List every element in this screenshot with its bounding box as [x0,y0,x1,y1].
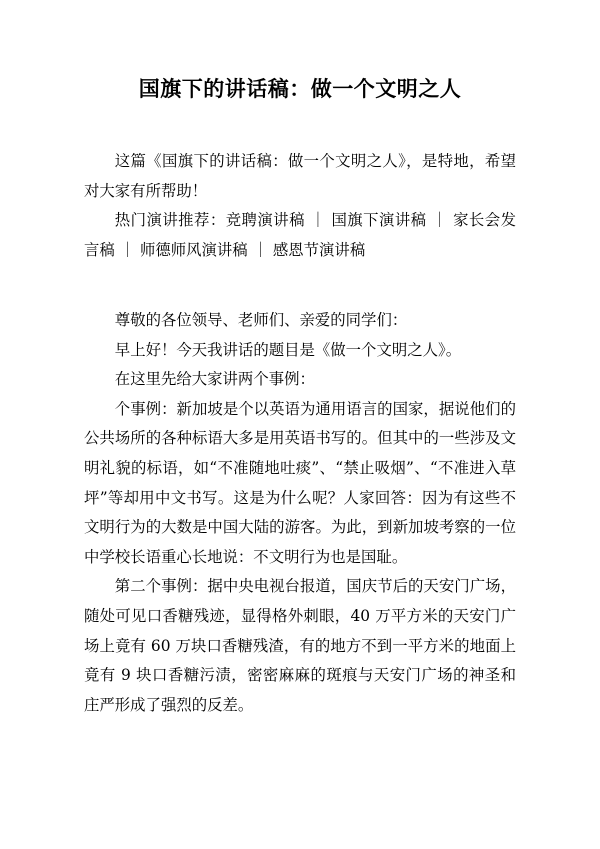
page-title: 国旗下的讲话稿：做一个文明之人 [138,77,462,101]
intro-paragraph: 这篇《国旗下的讲话稿：做一个文明之人》，是特地，希望对大家有所帮助！ [84,152,516,200]
speech-paragraph: 个事例：新加坡是个以英语为通用语言的国家，据说他们的公共场所的各种标语大多是用英语书写的。但其中的一些涉及文明礼貌的标语，如“不准随地吐痰”、“禁止吸烟”、“不准进入草坪”等却用中文书写。这是为什么呢？人家回答：因为有这些不文明行为的大数是中国大陆的游客。为此，到新加坡考察的一位中学校长语重心长地说：不文明行为也是国耻。 [84,399,516,566]
speech-paragraph: 早上好！今天我讲话的题目是《做一个文明之人》。 [114,340,462,359]
speech-body [84,306,516,720]
recommended-speeches: 热门演讲推荐：竞聘演讲稿 ｜ 国旗下演讲稿 ｜ 家长会发言稿 ｜ 师德师风演讲稿 ｜ 感恩节演讲稿 [84,211,516,259]
speech-paragraph: 第二个事例：据中央电视台报道，国庆节后的天安门广场，随处可见口香糖残迹，显得格外刺眼，40 万平方米的天安门广场上竟有 60 万块口香糖残渣，有的地方不到一平方米的地面上竟有 9 块口香糖污渍，密密麻麻的斑痕与天安门广场的神圣和庄严形成了强烈的反差。 [84,577,516,714]
intro-section [84,147,516,265]
speech-greeting: 尊敬的各位领导、老师们、亲爱的同学们： [114,311,408,329]
speech-paragraph: 在这里先给大家讲两个事例： [114,370,315,389]
